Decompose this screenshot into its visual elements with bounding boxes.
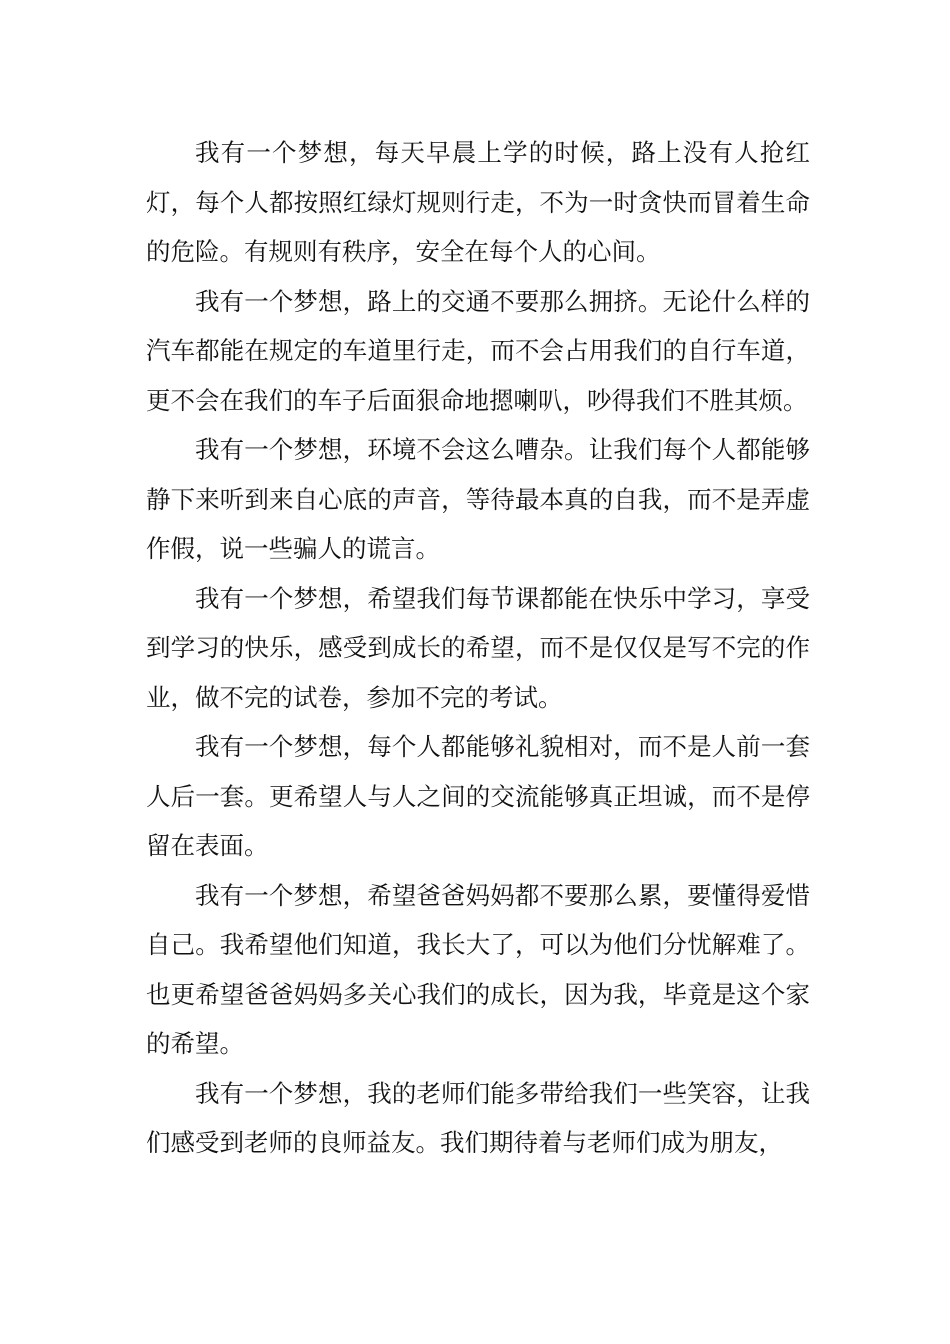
paragraph-5: 我有一个梦想，每个人都能够礼貌相对，而不是人前一套人后一套。更希望人与人之间的交流能够真正坦诚，而不是停留在表面。 <box>146 732 810 860</box>
paragraph-1: 我有一个梦想，每天早晨上学的时候，路上没有人抢红灯，每个人都按照红绿灯规则行走，不为一时贪快而冒着生命的危险。有规则有秩序，安全在每个人的心间。 <box>146 138 810 266</box>
paragraph-3: 我有一个梦想，环境不会这么嘈杂。让我们每个人都能够静下来听到来自心底的声音，等待最本真的自我，而不是弄虚作假，说一些骗人的谎言。 <box>146 435 810 563</box>
paragraph-7: 我有一个梦想，我的老师们能多带给我们一些笑容，让我们感受到老师的良师益友。我们期待着与老师们成为朋友， <box>146 1078 810 1157</box>
document-body <box>146 128 810 1168</box>
paragraph-6: 我有一个梦想，希望爸爸妈妈都不要那么累，要懂得爱惜自己。我希望他们知道，我长大了，可以为他们分忧解难了。也更希望爸爸妈妈多关心我们的成长，因为我，毕竟是这个家的希望。 <box>146 880 810 1058</box>
paragraph-4: 我有一个梦想，希望我们每节课都能在快乐中学习，享受到学习的快乐，感受到成长的希望，而不是仅仅是写不完的作业，做不完的试卷，参加不完的考试。 <box>146 583 810 712</box>
paragraph-2: 我有一个梦想，路上的交通不要那么拥挤。无论什么样的汽车都能在规定的车道里行走，而不会占用我们的自行车道，更不会在我们的车子后面狠命地摁喇叭，吵得我们不胜其烦。 <box>146 286 810 415</box>
